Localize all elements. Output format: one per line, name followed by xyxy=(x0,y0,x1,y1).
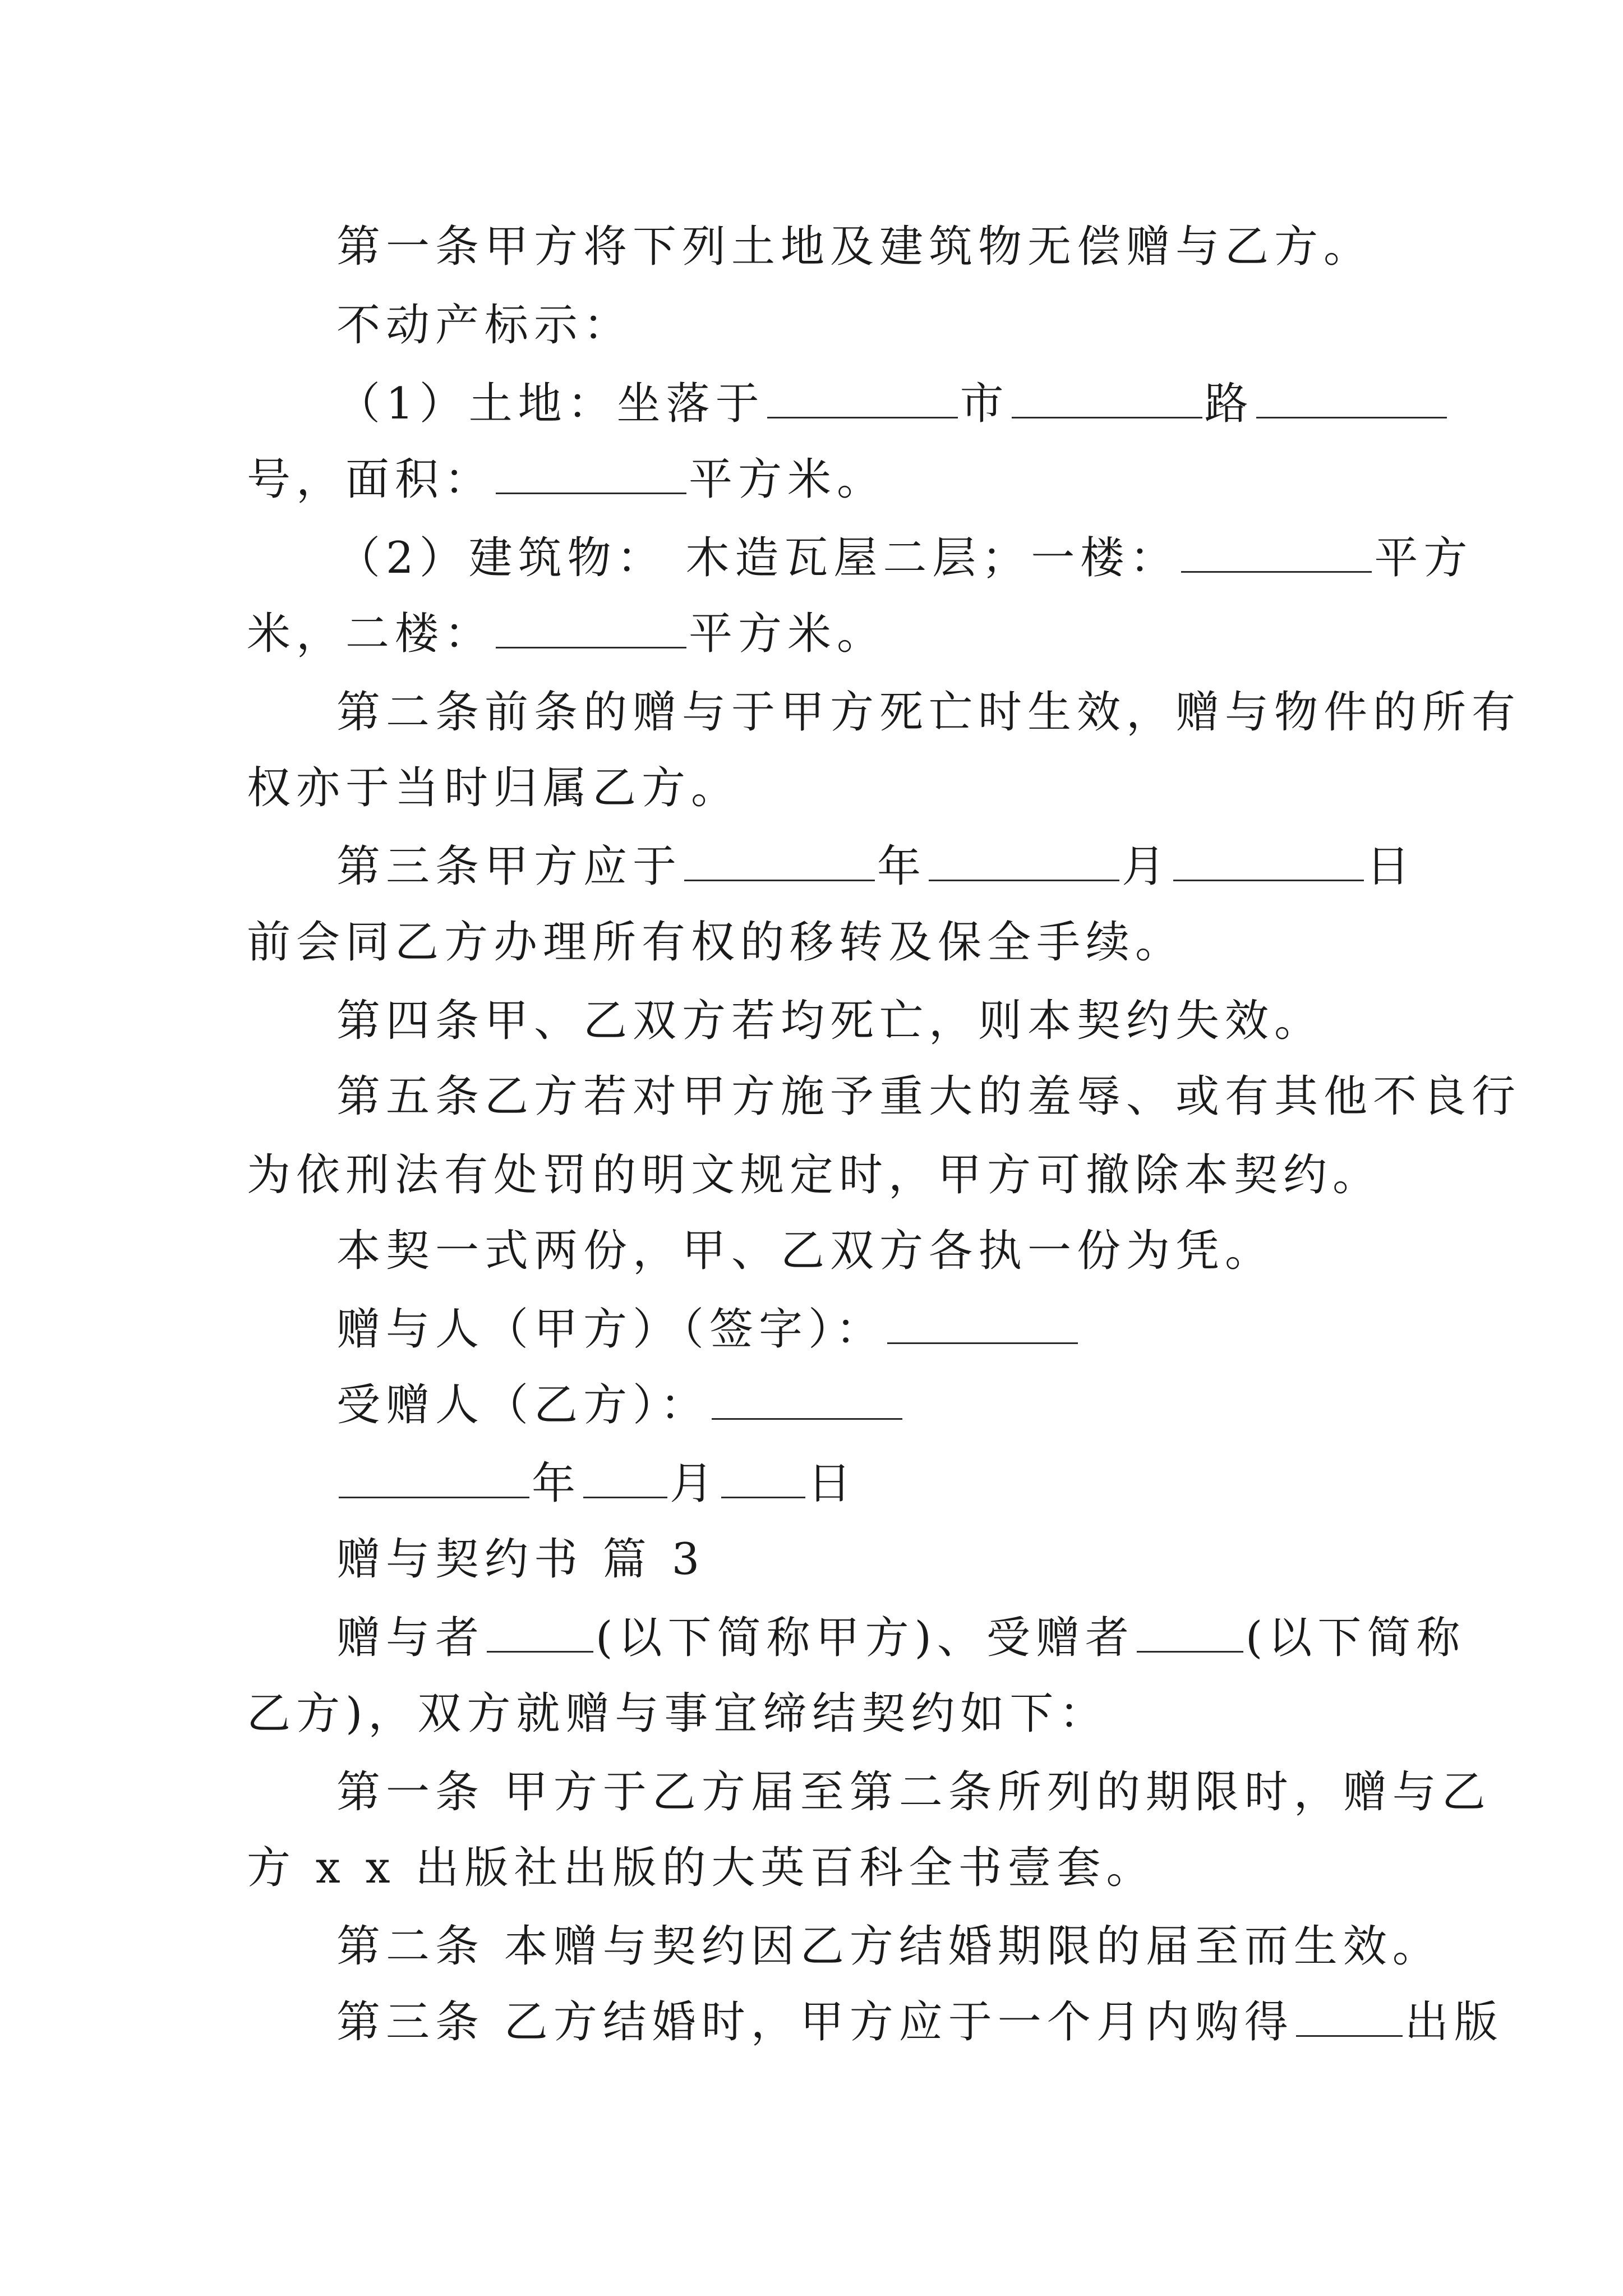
text-run: 号，面积： xyxy=(247,454,494,505)
parties-line xyxy=(336,1607,1466,1669)
clause-2-cont-line xyxy=(247,757,1391,819)
article-3-line xyxy=(336,1991,1504,2053)
text-run: 第三条 乙方结婚时，甲方应于一个月内购得 xyxy=(336,1997,1294,2047)
clause-5-cont-line xyxy=(247,1144,1391,1206)
text-run: 权亦于当时归属乙方。 xyxy=(247,763,741,813)
fill-blank xyxy=(1173,846,1364,881)
text-run: 乙方)，双方就赠与事宜缔结契约如下： xyxy=(247,1688,1109,1739)
text-run: 第一条甲方将下列土地及建筑物无偿赠与乙方。 xyxy=(336,222,1373,272)
fill-blank xyxy=(496,459,686,494)
fill-blank xyxy=(339,1463,529,1498)
fill-blank xyxy=(1012,383,1202,418)
text-run: 本契一式两份，甲、乙双方各执一份为凭。 xyxy=(336,1226,1275,1276)
text-run: 年 xyxy=(877,841,927,892)
fill-blank xyxy=(1296,2001,1403,2037)
fill-blank xyxy=(1137,1617,1243,1653)
text-run: 第二条 本赠与契约因乙方结婚期限的届至而生效。 xyxy=(336,1921,1442,1972)
text-run: 不动产标示： xyxy=(336,300,633,351)
text-run: 赠与契约书 篇 3 xyxy=(336,1534,706,1585)
text-run: 第一条 甲方于乙方届至第二条所列的期限时，赠与乙 xyxy=(336,1767,1491,1818)
building-line xyxy=(336,527,1473,589)
fill-blank xyxy=(487,1617,593,1653)
recipient-signature-line xyxy=(336,1374,1391,1436)
fill-blank xyxy=(767,383,958,418)
clause-3-line xyxy=(336,836,1416,898)
text-run: 平方 xyxy=(1374,533,1473,583)
parties-cont-line xyxy=(247,1683,1391,1745)
text-run: 方 x x 出版社出版的大英百科全书壹套。 xyxy=(247,1843,1156,1893)
clause-2-line xyxy=(336,682,1521,743)
land-location-line xyxy=(336,373,1391,435)
text-run: （1）土地：坐落于 xyxy=(336,379,765,429)
text-run: 月 xyxy=(670,1458,720,1509)
clause-4-line xyxy=(336,990,1391,1052)
clause-1-line xyxy=(336,216,1391,278)
fill-blank xyxy=(712,1384,902,1420)
text-run: 第三条甲方应于 xyxy=(336,841,683,892)
building-floor2-line xyxy=(247,603,1391,665)
land-area-line xyxy=(247,449,1391,510)
article-1-cont-line xyxy=(247,1837,1391,1899)
copies-line xyxy=(336,1220,1391,1282)
text-run: 第五条乙方若对甲方施予重大的羞辱、或有其他不良行 xyxy=(336,1071,1521,1122)
section-heading xyxy=(336,1529,1391,1590)
fill-blank xyxy=(1256,383,1447,418)
text-run: 第四条甲、乙双方若均死亡，则本契约失效。 xyxy=(336,996,1324,1046)
text-run: (以下简称 xyxy=(1245,1613,1466,1663)
fill-blank xyxy=(496,613,686,648)
text-run: 第二条前条的赠与于甲方死亡时生效，赠与物件的所有 xyxy=(336,687,1521,738)
text-run: 米，二楼： xyxy=(247,609,494,659)
fill-blank xyxy=(721,1463,805,1498)
text-run: 前会同乙方办理所有权的移转及保全手续。 xyxy=(247,917,1185,968)
fill-blank xyxy=(684,846,875,881)
text-run: （2）建筑物： 木造瓦屋二层；一楼： xyxy=(336,533,1179,583)
fill-blank xyxy=(887,1309,1078,1344)
text-run: 为依刑法有处罚的明文规定时，甲方可撤除本契约。 xyxy=(247,1150,1382,1200)
clause-5-line xyxy=(336,1066,1521,1128)
date-line xyxy=(336,1453,1391,1515)
text-run: 路 xyxy=(1204,379,1254,429)
text-run: 平方米。 xyxy=(689,454,887,505)
text-run: 平方米。 xyxy=(689,609,887,659)
text-run: 月 xyxy=(1122,841,1172,892)
article-1-line xyxy=(336,1761,1491,1823)
text-run: 日 xyxy=(1366,841,1416,892)
text-run: (以下简称甲方)、受赠者 xyxy=(596,1613,1135,1663)
article-2-line xyxy=(336,1916,1442,1977)
text-run: 赠与者 xyxy=(336,1613,485,1663)
text-run: 市 xyxy=(960,379,1009,429)
text-run: 受赠人（乙方）： xyxy=(336,1380,710,1430)
text-run: 出版 xyxy=(1404,1997,1504,2047)
fill-blank xyxy=(929,846,1119,881)
text-run: 赠与人（甲方）（签字）： xyxy=(336,1304,886,1355)
fill-blank xyxy=(1181,537,1372,573)
clause-3-cont-line xyxy=(247,912,1391,973)
property-label-line xyxy=(336,295,1391,356)
text-run: 年 xyxy=(532,1458,582,1509)
donor-signature-line xyxy=(336,1299,1391,1360)
text-run: 日 xyxy=(808,1458,857,1509)
fill-blank xyxy=(583,1463,667,1498)
